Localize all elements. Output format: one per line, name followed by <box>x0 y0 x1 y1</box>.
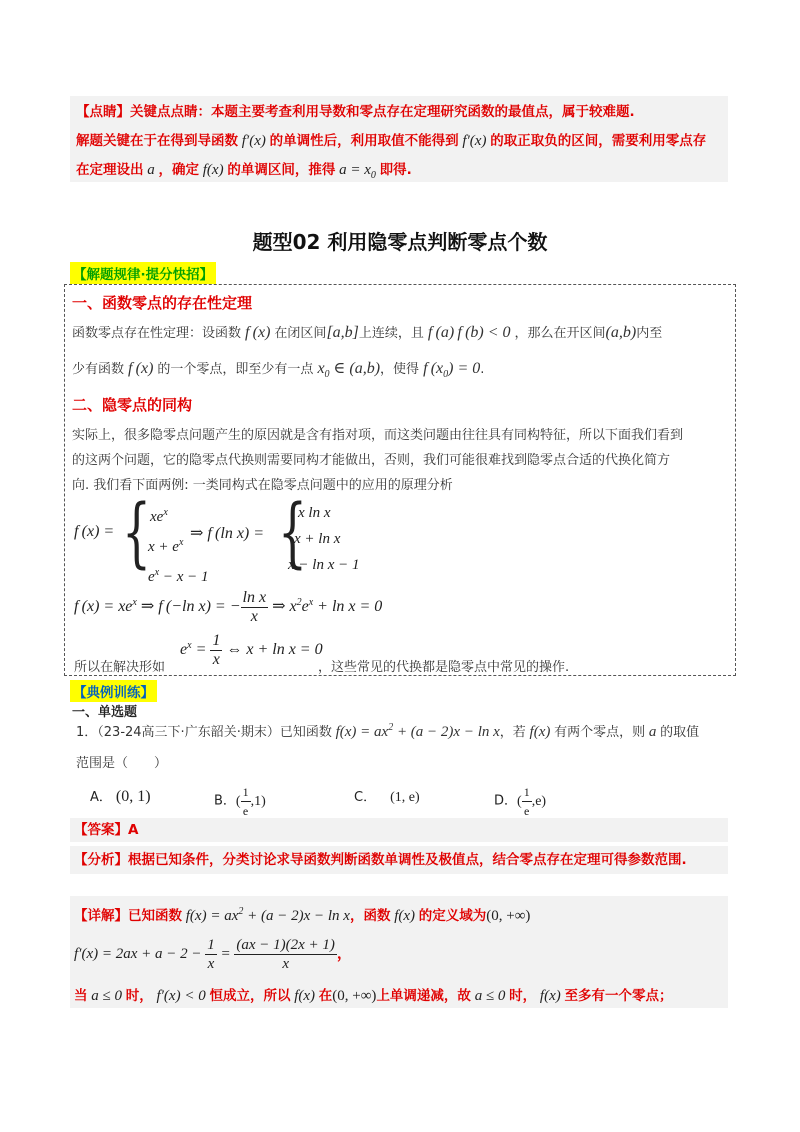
single-choice-heading: 一、单选题 <box>72 705 138 720</box>
question-line-1: 1．（23-24高三下·广东韶关·期末）已知函数 $f(x) = ax^2 + (a - 2)x - \ln x$，若 f(x) 有两个零点，则 a 的取值 <box>76 722 700 740</box>
section2-tail-b: ，这些常见的代换都是隐零点中常见的操作. <box>318 660 570 675</box>
analysis-row: 【分析】根据已知条件，分类讨论求导函数判断函数单调性及极值点，结合零点存在定理可得参数范围. <box>70 846 728 874</box>
key-point-line2: 解题关键在于在得到导函数 f′(x) 的单调性后，利用取值不能得到 f′(x) 的取正取负的区间，需要利用零点存 <box>76 133 707 149</box>
formula-line-3: $e^x$ = $\frac{1}{x}$ ⇔ x + ln x = 0 <box>180 632 323 668</box>
section2-tail-a: 所以在解决形如 <box>74 660 166 675</box>
formula-line-2: f $(x) = xe^x$ ⇒ f (−ln x) = − $\frac{\text{ln x}}{x}$ ⇒ $x^2e^x + \ln x = 0$ <box>74 589 383 625</box>
option-a[interactable]: A． (0, 1) <box>90 788 151 805</box>
section1-line2: 少有函数 f (x) 的一个零点，即至少有一点 $x_0$ ∈ (a,b)，使得 f $(x_0) = 0$. <box>72 360 485 381</box>
option-c[interactable]: C． (1, e) <box>354 790 420 805</box>
formula-case-list-2: x ln x x + ln x x − ln x − 1 <box>288 505 360 573</box>
section2-heading: 二、隐零点的同构 <box>72 396 193 414</box>
examples-tag: 【典例训练】 <box>70 680 157 702</box>
section2-paragraph: 实际上，很多隐零点问题产生的原因就是含有指对项，而这类问题由往往具有同构特征，所以下面我们看到 的这两个问题，它的隐零点代换则需要同构才能做出，否则，我们可能很难找到隐零点合适的代换化简方 向. 我们看下面两例: 一类同构式在隐零点问题中的应用的原理分析 <box>72 428 684 493</box>
left-brace-2: { <box>278 487 308 576</box>
left-brace: { <box>122 487 152 576</box>
question-line-2: 范围是（ ） <box>76 756 168 771</box>
formula-fx-label: f (x) = <box>74 523 115 540</box>
detail-line-2: f′(x) = 2ax + a − 2 − $\frac{1}{x}$ = $\frac{(ax - 1)(2x + 1)}{x}$ ， <box>74 937 352 972</box>
formula-implies-1: ⇒ f (ln x) = <box>190 525 265 542</box>
answer-row: 【答案】A <box>70 818 728 842</box>
option-b[interactable]: B．( $\frac{1}{e}$ ,1) <box>214 785 266 818</box>
detail-line-3: 当 a ≤ 0 时， f′(x) < 0 恒成立，所以 f(x) 在(0, +∞)上单调递减，故 a ≤ 0 时， f(x) 至多有一个零点； <box>74 988 673 1004</box>
section-title: 题型02 利用隐零点判断零点个数 <box>252 230 548 254</box>
formula-case-list-1: $xe^x$ $x + e^x$ $e^x - x - 1$ <box>148 507 209 585</box>
detail-line-1: 【详解】已知函数 $f(x) = ax^2 + (a - 2)x - \ln x$，函数 f(x) 的定义域为(0, +∞) <box>74 906 531 924</box>
tips-tag: 【解题规律·提分快招】 <box>70 262 216 284</box>
section1-heading: 一、函数零点的存在性定理 <box>72 294 253 312</box>
key-point-line1: 【点睛】关键点点睛：本题主要考查利用导数和零点存在定理研究函数的最值点，属于较难题. <box>76 104 635 120</box>
option-d[interactable]: D．( $\frac{1}{e}$ ,e) <box>494 785 547 818</box>
section1-line1: 函数零点存在性定理：设函数 f (x) 在闭区间[a,b]上连续，且 f (a) f (b) < 0 ，那么在开区间(a,b)内至 <box>72 324 663 341</box>
key-point-line3: 在定理设出 a ，确定 f(x) 的单调区间，推得 $a = x_0$ 即得. <box>76 162 412 181</box>
key-point-block <box>70 96 728 182</box>
